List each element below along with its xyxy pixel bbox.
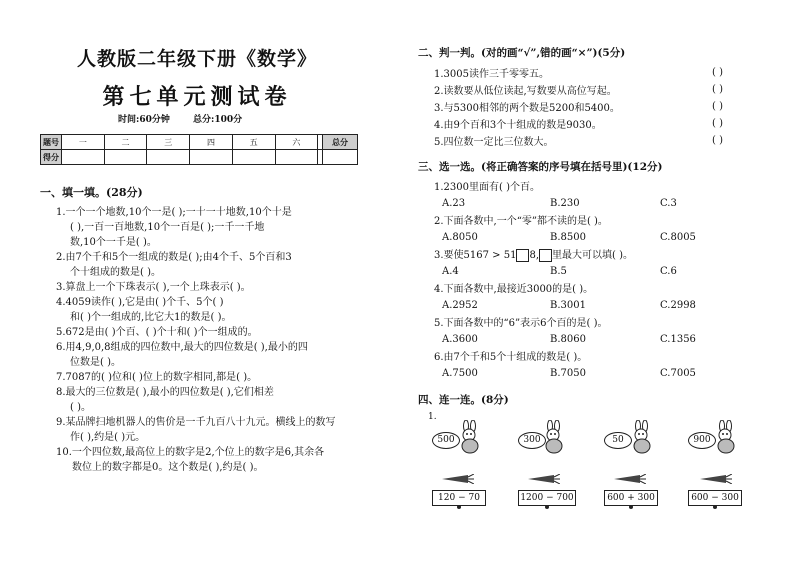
section1-title: 一、填一填。(28分) — [40, 186, 143, 199]
option-a[interactable]: A.23 — [442, 198, 466, 209]
exam-total: 总分:100分 — [193, 115, 243, 125]
question-line: 个十组成的数是( )。 — [70, 267, 161, 278]
question-line: 1.一个一个地数,10个一是( );一十一十地数,10个十是 — [56, 207, 292, 218]
expression-text: 120 − 70 — [438, 493, 480, 503]
carrot-icon — [440, 474, 474, 484]
question-line: 数位上的数字都是0。这个数是( ),约是( )。 — [72, 462, 264, 473]
connect-dot[interactable] — [457, 505, 461, 509]
rabbit-number[interactable]: 500 — [432, 432, 460, 449]
choice-question: 5.下面各数中的“6”表示6个百的是( )。 — [434, 318, 608, 329]
score-cell: 二 — [104, 135, 147, 150]
score-input[interactable] — [62, 150, 105, 165]
score-cell: 六 — [275, 135, 318, 150]
score-cell: 得分 — [41, 150, 62, 165]
carrot-icon — [698, 474, 732, 484]
question-line: 4.4059读作( ),它是由( )个千、5个( ) — [56, 297, 224, 308]
question-line: 7.7087的( )位和( )位上的数字相同,都是( )。 — [56, 372, 258, 383]
score-value-row — [41, 150, 358, 165]
score-input[interactable] — [190, 150, 233, 165]
expression-box[interactable] — [604, 490, 658, 506]
option-b[interactable]: B.8500 — [550, 232, 586, 243]
option-c[interactable]: C.1356 — [660, 334, 696, 345]
answer-paren[interactable]: ( ) — [712, 118, 723, 129]
question-line: 2.由7个千和5个一组成的数是( );由4个千、5个百和3 — [56, 252, 292, 263]
option-c[interactable]: C.8005 — [660, 232, 696, 243]
carrot-icon — [526, 474, 560, 484]
option-a[interactable]: A.2952 — [442, 300, 478, 311]
judge-item: 5.四位数一定比三位数大。 — [434, 137, 554, 148]
rabbit-number[interactable]: 300 — [518, 432, 546, 449]
question-line: 作( ),约是( )元。 — [70, 432, 146, 443]
score-input[interactable] — [147, 150, 190, 165]
question-line: 6.用4,9,0,8组成的四位数中,最大的四位数是( ),最小的四 — [56, 342, 308, 353]
score-input[interactable] — [104, 150, 147, 165]
answer-paren[interactable]: ( ) — [712, 135, 723, 146]
connect-dot[interactable] — [629, 505, 633, 509]
answer-paren[interactable]: ( ) — [712, 101, 723, 112]
carrot-icon — [612, 474, 646, 484]
option-c[interactable]: C.3 — [660, 198, 677, 209]
question-line: ( ),一百一百地数,10个一百是( );一千一千地 — [70, 222, 265, 233]
choice-question — [434, 248, 633, 263]
score-cell: 五 — [232, 135, 275, 150]
option-b[interactable]: B.8060 — [550, 334, 586, 345]
question-number: 1. — [428, 412, 437, 422]
option-a[interactable]: A.4 — [442, 266, 459, 277]
judge-item: 2.读数要从低位读起,写数要从高位写起。 — [434, 86, 617, 97]
question-line: 8.最大的三位数是( ),最小的四位数是( ),它们相差 — [56, 387, 274, 398]
judge-item: 3.与5300相邻的两个数是5200和5400。 — [434, 103, 620, 114]
rabbit-number[interactable]: 900 — [688, 432, 716, 449]
option-b[interactable]: B.230 — [550, 198, 580, 209]
option-b[interactable]: B.5 — [550, 266, 567, 277]
option-a[interactable]: A.7500 — [442, 368, 478, 379]
score-cell: 总分 — [323, 135, 358, 150]
expression-text: 600 + 300 — [607, 493, 655, 503]
answer-paren[interactable]: ( ) — [712, 67, 723, 78]
question-line: 和( )个一组成的,比它大1的数是( )。 — [70, 312, 232, 323]
section4-title: 四、连一连。(8分) — [418, 394, 509, 406]
expression-box[interactable] — [518, 490, 576, 506]
option-a[interactable]: A.8050 — [442, 232, 478, 243]
digit-box[interactable] — [539, 249, 552, 262]
option-c[interactable]: C.7005 — [660, 368, 696, 379]
answer-paren[interactable]: ( ) — [712, 84, 723, 95]
digit-box[interactable] — [516, 249, 529, 262]
expression-text: 600 − 300 — [691, 493, 739, 503]
option-c[interactable]: C.2998 — [660, 300, 696, 311]
option-b[interactable]: B.3001 — [550, 300, 586, 311]
q3-part: 里最大可以填( )。 — [552, 250, 633, 261]
judge-item: 4.由9个百和3个十组成的数是9030。 — [434, 120, 602, 131]
option-b[interactable]: B.7050 — [550, 368, 586, 379]
score-input[interactable] — [323, 150, 358, 165]
section3-title: 三、选一选。(将正确答案的序号填在括号里)(12分) — [418, 161, 663, 173]
score-cell: 题号 — [41, 135, 62, 150]
exam-time: 时间:60分钟 — [118, 115, 170, 125]
q3-part: 8, — [529, 250, 539, 261]
connect-dot[interactable] — [713, 505, 717, 509]
option-c[interactable]: C.6 — [660, 266, 677, 277]
choice-question: 1.2300里面有( )个百。 — [434, 182, 540, 193]
score-input[interactable] — [275, 150, 318, 165]
expression-box[interactable] — [432, 490, 486, 506]
question-line: 5.672是由( )个百、( )个十和( )个一组成的。 — [56, 327, 258, 338]
choice-question: 4.下面各数中,最接近3000的是( )。 — [434, 284, 594, 295]
expression-text: 1200 − 700 — [520, 493, 574, 503]
question-line: 位数是( )。 — [70, 357, 121, 368]
score-cell: 三 — [147, 135, 190, 150]
question-line: 9.某品牌扫地机器人的售价是一千九百八十九元。横线上的数写 — [56, 417, 336, 428]
q3-part: 3.要使5167 > 51 — [434, 250, 517, 261]
page-subtitle: 第七单元测试卷 — [102, 84, 292, 110]
option-a[interactable]: A.3600 — [442, 334, 478, 345]
score-table — [40, 134, 358, 165]
exam-meta — [118, 112, 262, 125]
choice-question: 6.由7个千和5个十组成的数是( )。 — [434, 352, 588, 363]
score-header-row — [41, 135, 358, 150]
expression-box[interactable] — [688, 490, 742, 506]
page-title: 人教版二年级下册《数学》 — [76, 48, 317, 70]
connect-dot[interactable] — [545, 505, 549, 509]
question-line: ( )。 — [70, 402, 91, 413]
question-line: 3.算盘上一个下珠表示( ),一个上珠表示( )。 — [56, 282, 251, 293]
judge-item: 1.3005读作三千零零五。 — [434, 69, 549, 80]
question-line: 数,10个一千是( )。 — [70, 237, 157, 248]
rabbit-number[interactable]: 50 — [604, 432, 632, 449]
question-line: 10.一个四位数,最高位上的数字是2,个位上的数字是6,其余各 — [56, 447, 325, 458]
score-cell: 一 — [62, 135, 105, 150]
score-cell: 四 — [190, 135, 233, 150]
choice-question: 2.下面各数中,一个“零”都不读的是( )。 — [434, 216, 608, 227]
score-input[interactable] — [232, 150, 275, 165]
section2-title: 二、判一判。(对的画“√”,错的画“×”)(5分) — [418, 47, 626, 59]
section1-body — [56, 205, 336, 475]
